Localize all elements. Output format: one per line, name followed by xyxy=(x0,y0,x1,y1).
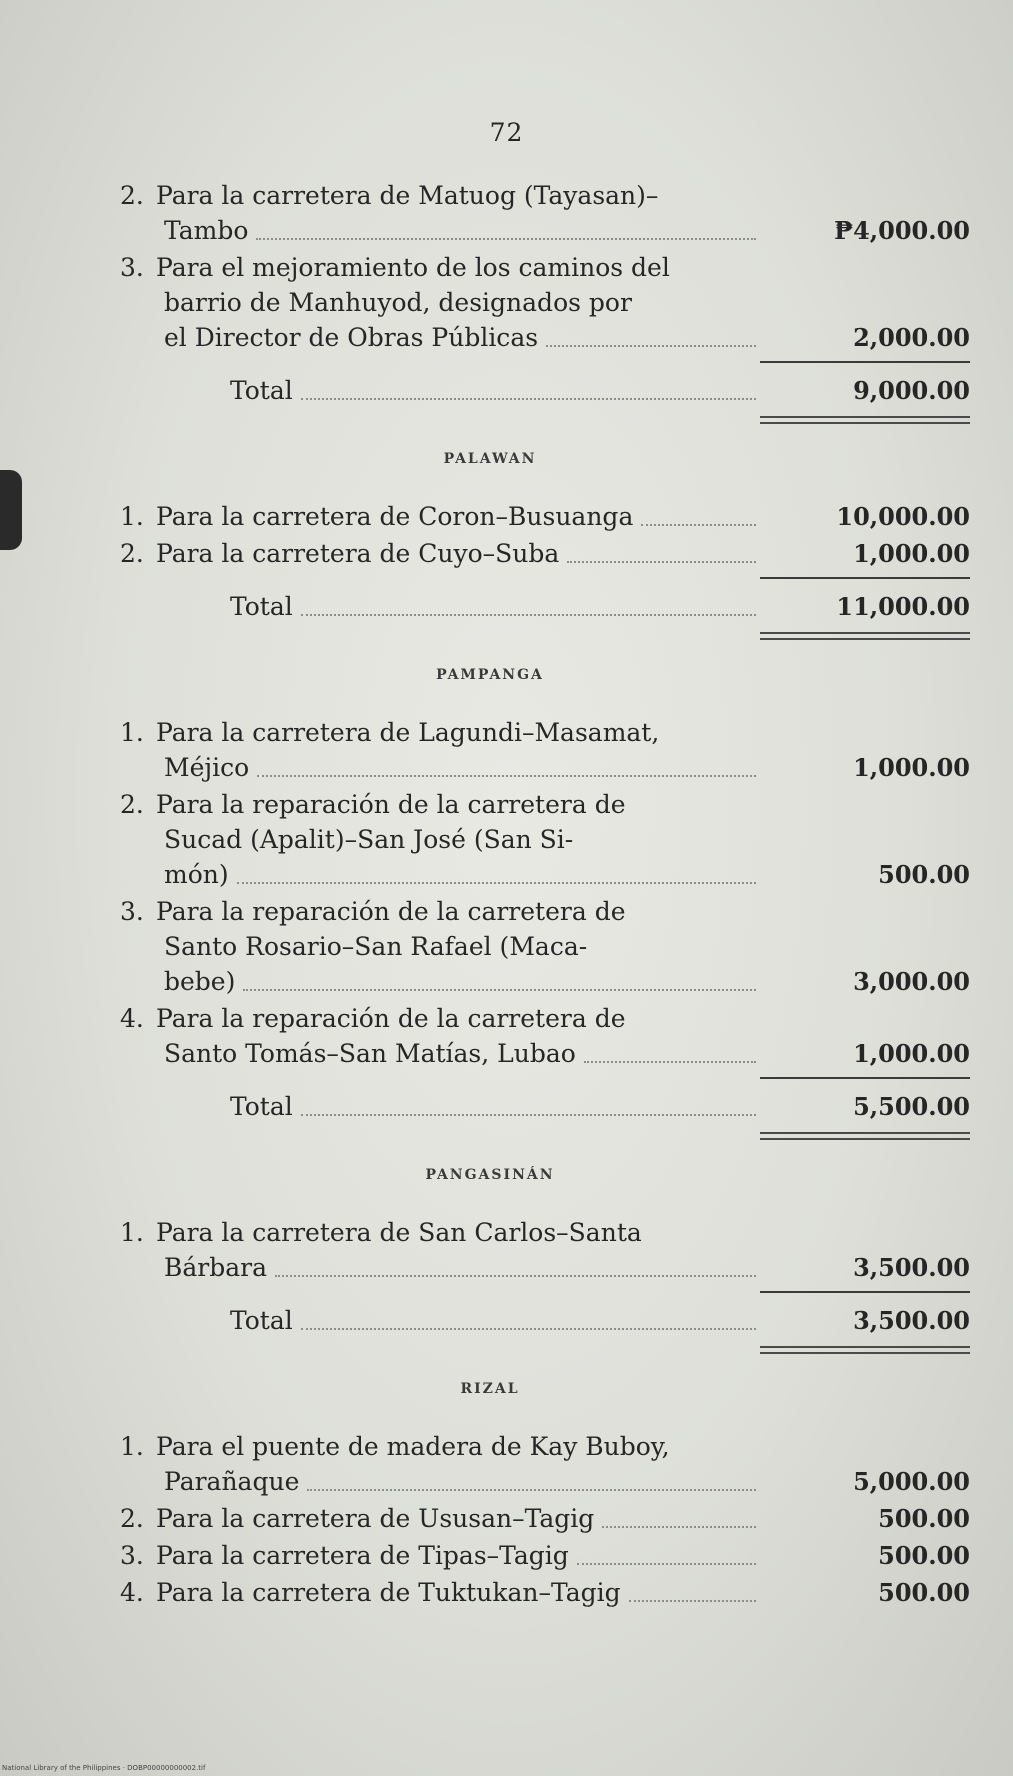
item-line xyxy=(120,787,760,822)
total-row xyxy=(120,1303,970,1338)
line-item xyxy=(120,536,970,571)
item-number: 3. xyxy=(120,253,144,282)
item-line-text: barrio de Manhuyod, designados por xyxy=(164,288,632,317)
item-line-text: Para la reparación de la carretera de xyxy=(156,1004,626,1033)
item-number: 2. xyxy=(120,790,144,819)
item-number: 1. xyxy=(120,718,144,747)
item-line xyxy=(120,499,760,534)
line-item-text xyxy=(120,1538,760,1573)
page-edge-shadow xyxy=(0,470,22,550)
item-line xyxy=(120,536,760,571)
item-amount: 3,500.00 xyxy=(853,1253,970,1282)
item-line xyxy=(120,715,760,750)
total-label: Total xyxy=(230,1306,293,1335)
leader-dots xyxy=(307,1489,756,1491)
item-amount: 1,000.00 xyxy=(853,1039,970,1068)
leader-dots xyxy=(301,1328,756,1330)
item-line xyxy=(120,320,760,355)
scan-footer: National Library of the Philippines · DOBP00000000002.tif xyxy=(2,1764,206,1772)
line-item xyxy=(120,1575,970,1610)
section-heading: PAMPANGA xyxy=(436,667,544,683)
item-line-text: Para la carretera de Cuyo–Suba xyxy=(156,539,560,568)
leader-dots xyxy=(546,345,756,347)
line-item-text xyxy=(120,1501,760,1536)
item-line-text: Bárbara xyxy=(164,1253,267,1282)
leader-dots xyxy=(641,524,756,526)
item-number: 3. xyxy=(120,1541,144,1570)
item-line-text: Para la carretera de Lagundi–Masamat, xyxy=(156,718,660,747)
item-line xyxy=(120,1464,760,1499)
line-item-text xyxy=(120,715,760,785)
page-number: 72 xyxy=(489,118,524,147)
line-item-text xyxy=(120,787,760,892)
total-row xyxy=(120,589,970,624)
item-number: 2. xyxy=(120,181,144,210)
sum-rule xyxy=(760,1077,970,1079)
item-number: 2. xyxy=(120,1504,144,1533)
section-block xyxy=(120,178,970,424)
item-line xyxy=(120,1215,760,1250)
section-block xyxy=(120,1158,970,1354)
total-row xyxy=(120,1089,970,1124)
item-line xyxy=(120,1001,760,1036)
line-item-text xyxy=(120,1215,760,1285)
item-number: 2. xyxy=(120,539,144,568)
item-line-text: Para el mejoramiento de los caminos del xyxy=(156,253,670,282)
line-item-text xyxy=(120,499,760,534)
line-item-text xyxy=(120,178,760,248)
item-line xyxy=(120,929,760,964)
total-amount: 9,000.00 xyxy=(853,376,970,405)
item-line xyxy=(120,1036,760,1071)
item-number: 1. xyxy=(120,1432,144,1461)
line-item xyxy=(120,1501,970,1536)
leader-dots xyxy=(257,775,756,777)
item-line-text: Méjico xyxy=(164,753,250,782)
line-item-text xyxy=(120,1575,760,1610)
item-amount: 3,000.00 xyxy=(853,967,970,996)
sum-rule xyxy=(760,1291,970,1293)
line-item-text xyxy=(120,536,760,571)
total-amount: 3,500.00 xyxy=(853,1306,970,1335)
item-number: 1. xyxy=(120,502,144,531)
item-line-text: Santo Tomás–San Matías, Lubao xyxy=(164,1039,576,1068)
leader-dots xyxy=(243,989,756,991)
leader-dots xyxy=(577,1563,756,1565)
item-line xyxy=(120,178,760,213)
leader-dots xyxy=(584,1061,756,1063)
section-block xyxy=(120,1372,970,1610)
item-line xyxy=(120,857,760,892)
sum-rule xyxy=(760,361,970,363)
section-heading: RIZAL xyxy=(460,1381,520,1397)
section-heading: PANGASINÁN xyxy=(425,1167,555,1183)
double-rule xyxy=(760,632,970,640)
line-item xyxy=(120,1429,970,1499)
leader-dots xyxy=(301,614,756,616)
item-line xyxy=(120,1250,760,1285)
item-line-text: Para la carretera de Coron–Busuanga xyxy=(156,502,634,531)
leader-dots xyxy=(275,1275,756,1277)
line-item-text xyxy=(120,250,760,355)
total-amount: 11,000.00 xyxy=(836,592,970,621)
double-rule xyxy=(760,1132,970,1140)
item-line xyxy=(120,285,760,320)
item-amount: 5,000.00 xyxy=(853,1467,970,1496)
item-line-text: Para la carretera de Ususan–Tagig xyxy=(156,1504,595,1533)
item-line-text: Para la reparación de la carretera de xyxy=(156,897,626,926)
item-line xyxy=(120,1538,760,1573)
item-amount: 2,000.00 xyxy=(853,323,970,352)
total-label: Total xyxy=(230,592,293,621)
item-line xyxy=(120,964,760,999)
item-line xyxy=(120,1429,760,1464)
item-line xyxy=(120,894,760,929)
line-item xyxy=(120,499,970,534)
item-line-text: món) xyxy=(164,860,229,889)
item-line xyxy=(120,1501,760,1536)
total-label-wrap xyxy=(120,1089,760,1124)
section-block xyxy=(120,658,970,1140)
item-line-text: Parañaque xyxy=(164,1467,300,1496)
item-number: 1. xyxy=(120,1218,144,1247)
double-rule xyxy=(760,1346,970,1354)
item-line-text: Para la carretera de San Carlos–Santa xyxy=(156,1218,642,1247)
leader-dots xyxy=(567,561,756,563)
leader-dots xyxy=(301,1114,756,1116)
total-label-wrap xyxy=(120,1303,760,1338)
item-number: 3. xyxy=(120,897,144,926)
line-item-text xyxy=(120,1001,760,1071)
item-amount: 10,000.00 xyxy=(836,502,970,531)
item-line xyxy=(120,750,760,785)
total-label-wrap xyxy=(120,373,760,408)
item-line-text: Para la carretera de Matuog (Tayasan)– xyxy=(156,181,659,210)
item-amount: 500.00 xyxy=(878,860,970,889)
item-amount: ₱4,000.00 xyxy=(834,216,970,245)
item-line-text: Para el puente de madera de Kay Buboy, xyxy=(156,1432,670,1461)
line-item-text xyxy=(120,894,760,999)
line-item xyxy=(120,1001,970,1071)
item-line-text: Para la reparación de la carretera de xyxy=(156,790,626,819)
line-item xyxy=(120,250,970,355)
leader-dots xyxy=(602,1526,756,1528)
total-amount: 5,500.00 xyxy=(853,1092,970,1121)
item-line-text: el Director de Obras Públicas xyxy=(164,323,539,352)
sum-rule xyxy=(760,577,970,579)
item-amount: 500.00 xyxy=(878,1504,970,1533)
item-line xyxy=(120,213,760,248)
double-rule xyxy=(760,416,970,424)
leader-dots xyxy=(301,398,756,400)
item-number: 4. xyxy=(120,1004,144,1033)
section-heading: PALAWAN xyxy=(443,451,537,467)
line-item xyxy=(120,894,970,999)
line-item xyxy=(120,1215,970,1285)
item-amount: 1,000.00 xyxy=(853,539,970,568)
item-line-text: Santo Rosario–San Rafael (Maca- xyxy=(164,932,588,961)
appropriations-list xyxy=(120,178,970,1612)
item-amount: 500.00 xyxy=(878,1541,970,1570)
line-item xyxy=(120,178,970,248)
item-line-text: Tambo xyxy=(164,216,249,245)
line-item-text xyxy=(120,1429,760,1499)
item-amount: 1,000.00 xyxy=(853,753,970,782)
total-label: Total xyxy=(230,1092,293,1121)
leader-dots xyxy=(237,882,756,884)
item-line-text: Sucad (Apalit)–San José (San Si- xyxy=(164,825,574,854)
item-amount: 500.00 xyxy=(878,1578,970,1607)
line-item xyxy=(120,787,970,892)
item-line-text: bebe) xyxy=(164,967,236,996)
total-row xyxy=(120,373,970,408)
line-item xyxy=(120,715,970,785)
line-item xyxy=(120,1538,970,1573)
total-label-wrap xyxy=(120,589,760,624)
total-label: Total xyxy=(230,376,293,405)
section-block xyxy=(120,442,970,640)
leader-dots xyxy=(629,1600,756,1602)
item-line-text: Para la carretera de Tuktukan–Tagig xyxy=(156,1578,621,1607)
item-number: 4. xyxy=(120,1578,144,1607)
item-line xyxy=(120,250,760,285)
leader-dots xyxy=(256,238,756,240)
item-line-text: Para la carretera de Tipas–Tagig xyxy=(156,1541,569,1570)
item-line xyxy=(120,822,760,857)
item-line xyxy=(120,1575,760,1610)
